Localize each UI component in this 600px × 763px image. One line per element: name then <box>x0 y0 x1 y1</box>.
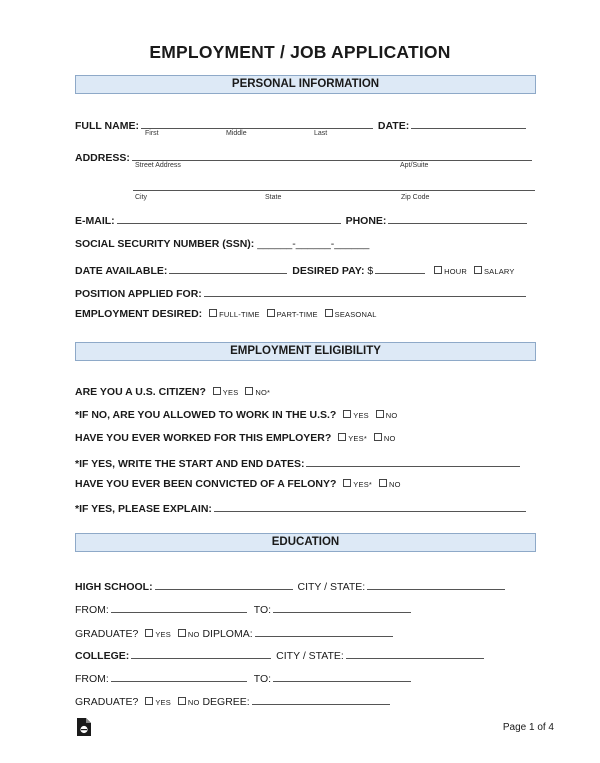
citizen-yes-label: YES <box>222 388 239 397</box>
high-school-city-state-label: CITY / STATE: <box>297 581 366 593</box>
page-title: EMPLOYMENT / JOB APPLICATION <box>149 42 451 62</box>
college-graduate-no-checkbox[interactable] <box>178 697 186 705</box>
part-time-label: PART-TIME <box>276 310 318 319</box>
felony-yes-label: YES* <box>353 480 373 489</box>
email-label: E-MAIL: <box>75 215 115 227</box>
first-sublabel: First <box>145 130 159 137</box>
allowed-yes-label: YES <box>353 411 369 420</box>
section-header-eligibility: EMPLOYMENT ELIGIBILITY <box>75 342 536 361</box>
high-school-row <box>75 578 507 593</box>
full-name-field[interactable] <box>141 117 373 129</box>
high-school-graduate-no-label: NO <box>187 630 200 639</box>
state-sublabel: State <box>265 194 282 201</box>
college-field[interactable] <box>131 647 271 659</box>
ssn-row <box>75 238 369 250</box>
college-from-row <box>75 670 413 685</box>
full-name-row <box>75 117 528 132</box>
dates-field[interactable] <box>306 455 520 467</box>
high-school-to-field[interactable] <box>273 601 411 613</box>
zip-sublabel: Zip Code <box>401 194 430 201</box>
high-school-graduate-yes-checkbox[interactable] <box>145 629 153 637</box>
college-city-state-label: CITY / STATE: <box>276 650 344 662</box>
college-graduate-row <box>75 693 392 708</box>
phone-label: PHONE: <box>345 215 387 227</box>
dates-row <box>75 455 522 470</box>
high-school-from-label: FROM: <box>75 604 109 616</box>
college-graduate-no-label: NO <box>187 698 200 707</box>
felony-no-label: NO <box>388 480 401 489</box>
phone-field[interactable] <box>388 212 527 224</box>
citizen-row <box>75 386 270 398</box>
degree-field[interactable] <box>252 693 390 705</box>
felony-no-checkbox[interactable] <box>379 479 387 487</box>
worked-row <box>75 432 396 444</box>
explain-label: *IF YES, PLEASE EXPLAIN: <box>75 503 212 515</box>
worked-yes-checkbox[interactable] <box>338 433 346 441</box>
high-school-field[interactable] <box>155 578 293 590</box>
ssn-label: SOCIAL SECURITY NUMBER (SSN): <box>75 238 255 250</box>
worked-no-label: NO <box>383 434 396 443</box>
email-phone-row <box>75 212 529 227</box>
citizen-question: ARE YOU A U.S. CITIZEN? <box>75 386 206 398</box>
middle-sublabel: Middle <box>226 130 247 137</box>
employment-desired-label: EMPLOYMENT DESIRED: <box>75 308 203 320</box>
position-label: POSITION APPLIED FOR: <box>75 288 202 300</box>
apt-sublabel: Apt/Suite <box>400 162 429 169</box>
salary-checkbox[interactable] <box>474 266 482 274</box>
worked-question: HAVE YOU EVER WORKED FOR THIS EMPLOYER? <box>75 432 332 444</box>
city-sublabel: City <box>135 194 148 201</box>
worked-yes-label: YES* <box>348 434 367 443</box>
high-school-graduate-row <box>75 625 395 640</box>
city-state-zip-field[interactable] <box>133 190 535 191</box>
section-header-personal: PERSONAL INFORMATION <box>75 75 536 94</box>
availability-pay-row <box>75 262 515 277</box>
explain-field[interactable] <box>214 500 526 512</box>
citizen-no-checkbox[interactable] <box>245 387 253 395</box>
date-available-label: DATE AVAILABLE: <box>75 265 168 277</box>
diploma-field[interactable] <box>255 625 393 637</box>
college-to-field[interactable] <box>273 670 411 682</box>
citizen-no-label: NO* <box>255 388 271 397</box>
email-field[interactable] <box>117 212 341 224</box>
college-city-state-field[interactable] <box>346 647 484 659</box>
date-field[interactable] <box>411 117 526 129</box>
college-from-label: FROM: <box>75 673 109 685</box>
explain-row <box>75 500 528 515</box>
college-graduate-yes-label: YES <box>155 698 171 707</box>
desired-pay-label: DESIRED PAY: <box>292 265 365 277</box>
hour-label: HOUR <box>444 267 468 276</box>
allowed-row <box>75 409 397 421</box>
seasonal-label: SEASONAL <box>334 310 377 319</box>
high-school-label: HIGH SCHOOL: <box>75 581 153 593</box>
allowed-yes-checkbox[interactable] <box>343 410 351 418</box>
full-time-label: FULL-TIME <box>219 310 260 319</box>
college-label: COLLEGE: <box>75 650 130 662</box>
full-time-checkbox[interactable] <box>209 309 217 317</box>
desired-pay-field[interactable] <box>375 262 425 274</box>
high-school-to-label: TO: <box>253 604 272 616</box>
address-label: ADDRESS: <box>75 152 130 164</box>
seasonal-checkbox[interactable] <box>325 309 333 317</box>
worked-no-checkbox[interactable] <box>374 433 382 441</box>
eforms-logo-icon <box>77 718 91 736</box>
ssn-field[interactable]: ______-______-______ <box>257 238 370 250</box>
felony-question: HAVE YOU EVER BEEN CONVICTED OF A FELONY? <box>75 478 337 490</box>
college-to-label: TO: <box>253 673 272 685</box>
street-address-field[interactable] <box>132 149 532 161</box>
position-field[interactable] <box>204 285 526 297</box>
date-available-field[interactable] <box>169 262 287 274</box>
college-from-field[interactable] <box>111 670 247 682</box>
date-label: DATE: <box>377 120 410 132</box>
section-header-education: EDUCATION <box>75 533 536 552</box>
dollar-sign: $ <box>367 265 374 277</box>
salary-label: SALARY <box>483 267 515 276</box>
felony-row <box>75 478 401 490</box>
high-school-graduate-no-checkbox[interactable] <box>178 629 186 637</box>
diploma-label: DIPLOMA: <box>202 628 253 640</box>
degree-label: DEGREE: <box>202 696 250 708</box>
high-school-from-field[interactable] <box>111 601 247 613</box>
allowed-no-checkbox[interactable] <box>376 410 384 418</box>
page-number: Page 1 of 4 <box>502 722 554 733</box>
employment-desired-row <box>75 308 377 320</box>
college-graduate-yes-checkbox[interactable] <box>145 697 153 705</box>
citizen-yes-checkbox[interactable] <box>213 387 221 395</box>
last-sublabel: Last <box>314 130 328 137</box>
street-sublabel: Street Address <box>135 162 181 169</box>
dates-question: *IF YES, WRITE THE START AND END DATES: <box>75 458 305 470</box>
college-row <box>75 647 486 662</box>
part-time-checkbox[interactable] <box>267 309 275 317</box>
high-school-graduate-yes-label: YES <box>155 630 171 639</box>
high-school-from-row <box>75 601 413 616</box>
high-school-graduate-label: GRADUATE? <box>75 628 139 640</box>
high-school-city-state-field[interactable] <box>367 578 505 590</box>
felony-yes-checkbox[interactable] <box>343 479 351 487</box>
hour-checkbox[interactable] <box>434 266 442 274</box>
allowed-no-label: NO <box>385 411 398 420</box>
college-graduate-label: GRADUATE? <box>75 696 139 708</box>
position-row <box>75 285 528 300</box>
full-name-label: FULL NAME: <box>75 120 139 132</box>
allowed-question: *IF NO, ARE YOU ALLOWED TO WORK IN THE U.S.? <box>75 409 337 421</box>
